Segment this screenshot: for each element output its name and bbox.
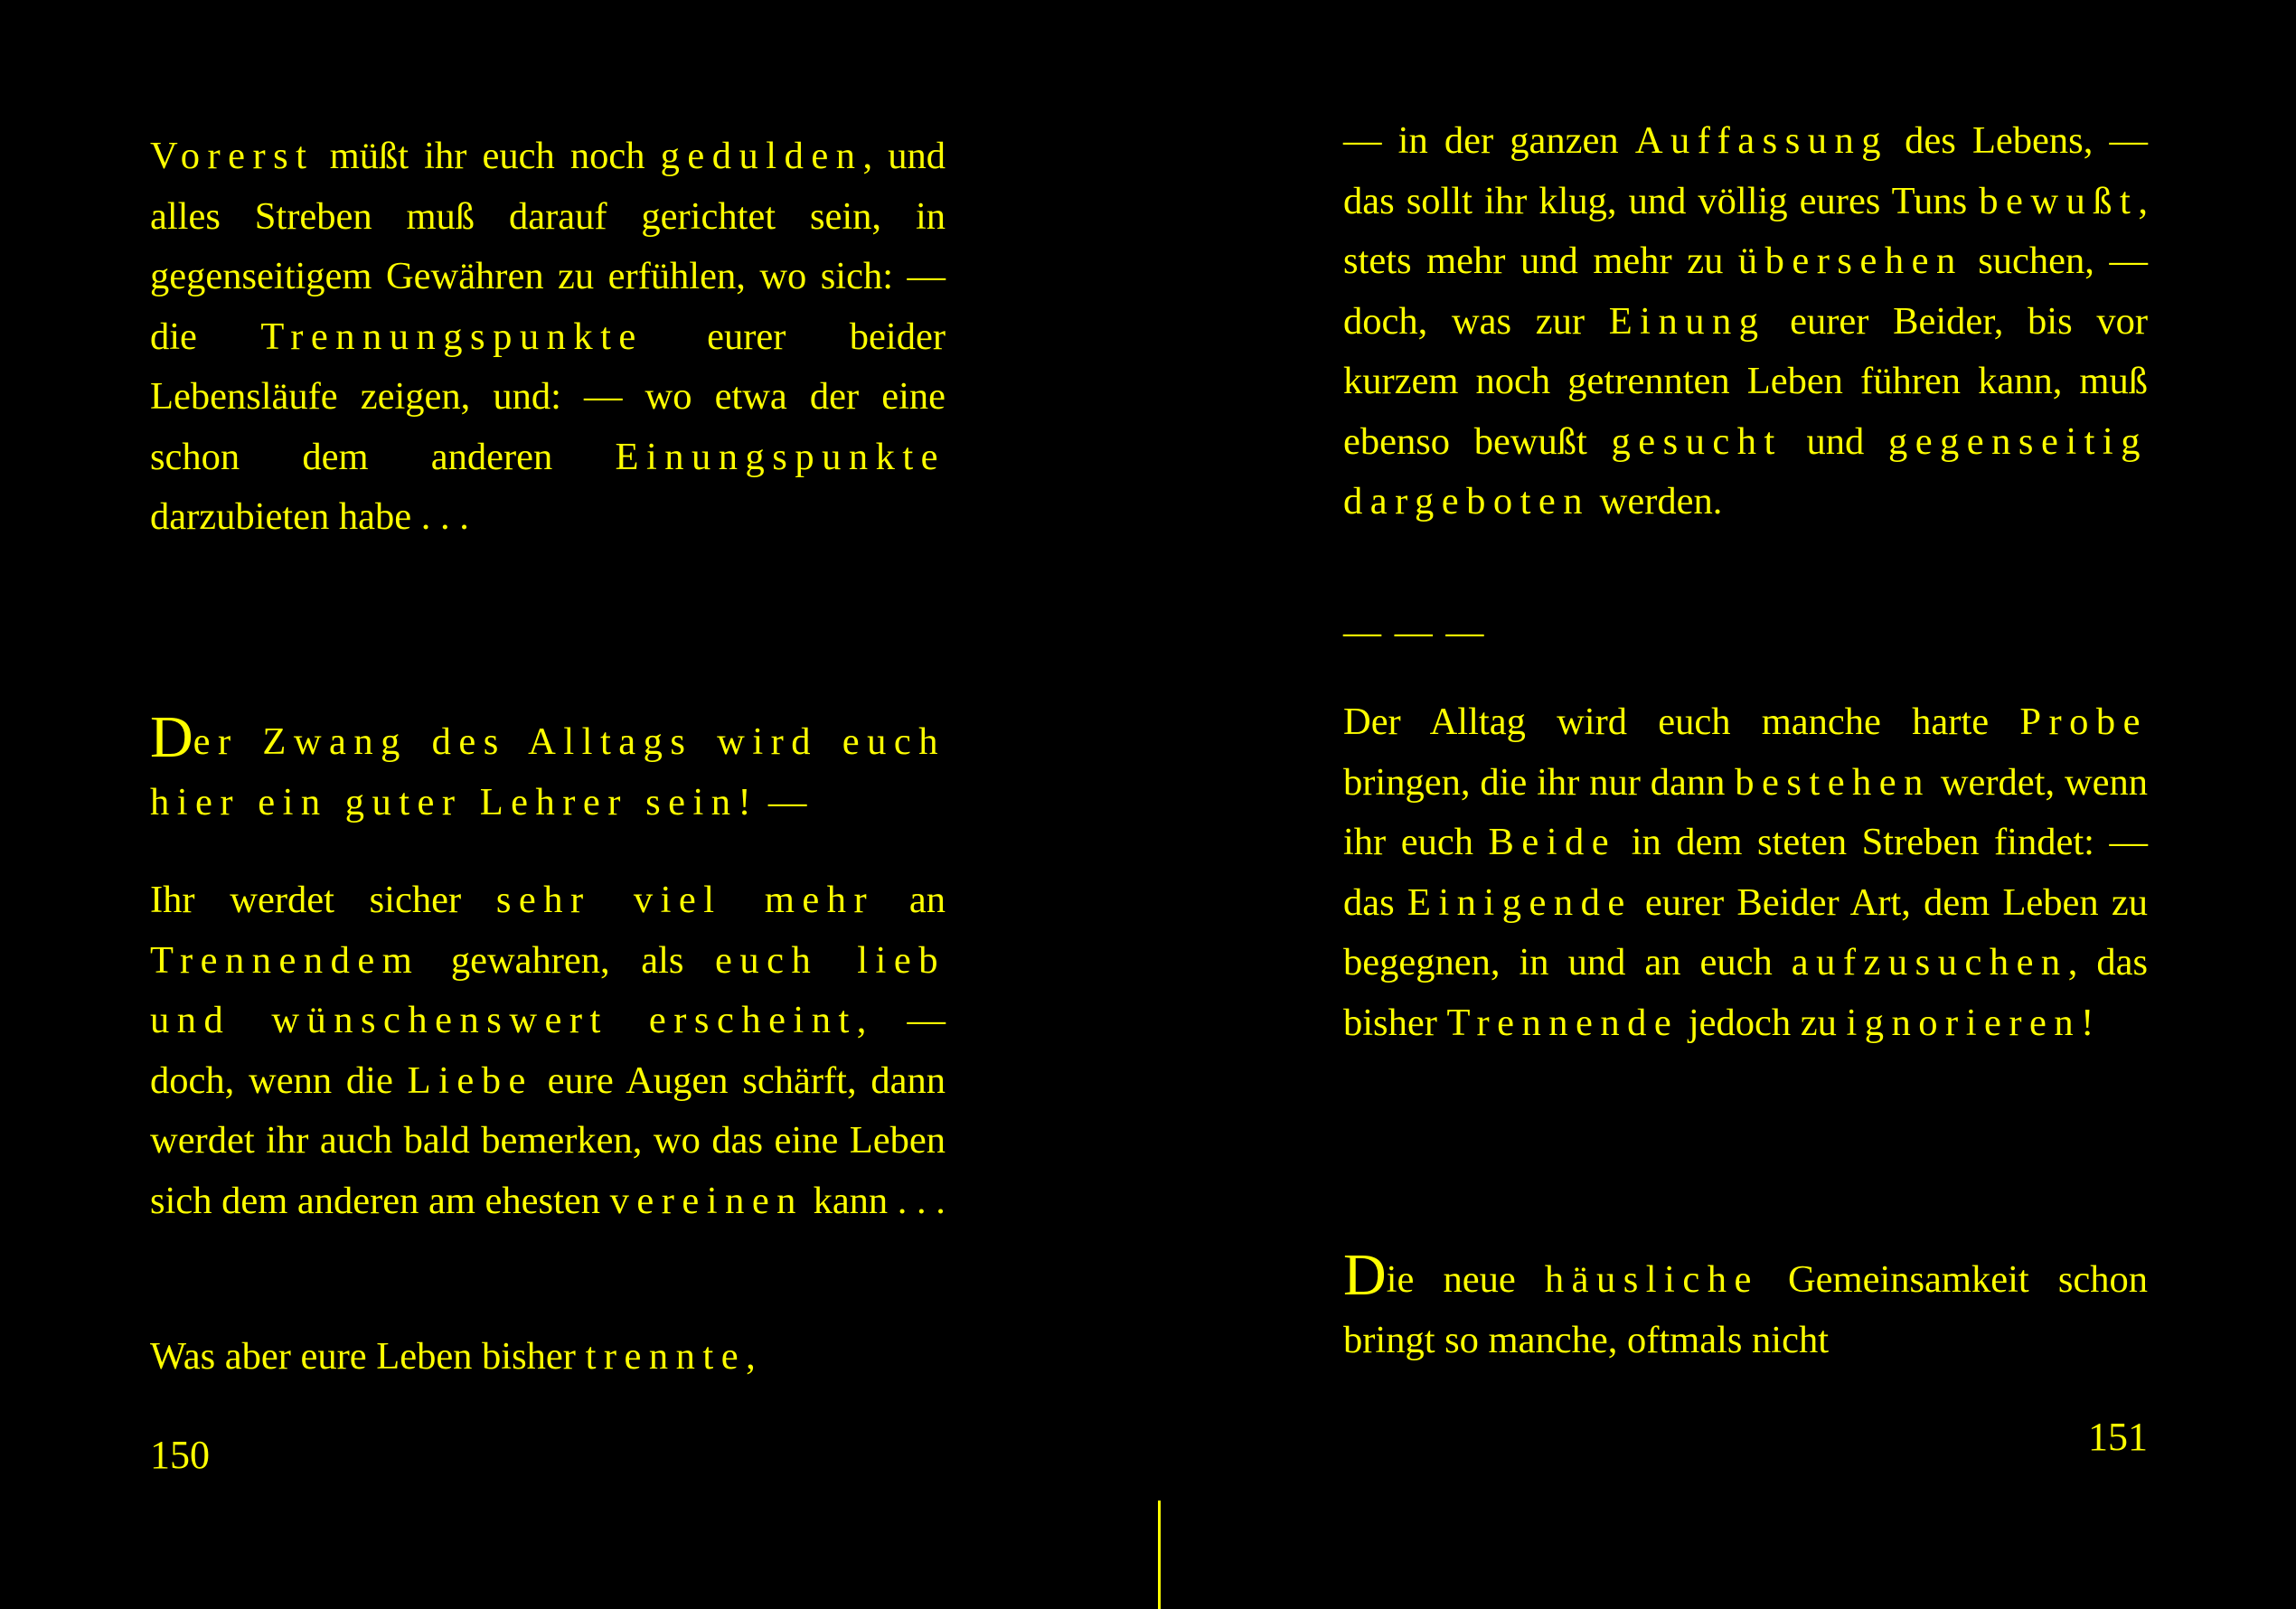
- text-run: — doch, wenn die: [150, 999, 946, 1102]
- page-number: 150: [150, 1433, 210, 1477]
- spaced-word: Trennendem: [150, 938, 420, 982]
- text-run: Was aber eure Leben bisher: [150, 1335, 586, 1378]
- text-run: eurer Beider, bis vor kurzem noch getrennten Leben führen kann, muß ebenso bewußt: [1343, 299, 2148, 463]
- spaced-word: gegenseitig dargeboten: [1343, 419, 2148, 522]
- right-page: [1343, 0, 2148, 1609]
- spaced-word: Einung: [1608, 299, 1766, 343]
- spaced-word: vereinen: [609, 1179, 804, 1222]
- text-run: werden.: [1590, 480, 1723, 522]
- text-run: kann . . .: [803, 1179, 946, 1222]
- spaced-word: aufzusuchen: [1791, 941, 2068, 983]
- text-run: , das bisher: [1343, 941, 2148, 1044]
- text-run: eurer beider Lebensläufe zeigen, und: — wo etwa der eine schon dem anderen: [150, 315, 946, 478]
- text-run: Gemeinsamkeit schon bringt so manche, oftmals nicht: [1343, 1258, 2148, 1361]
- spaced-word: Trennende: [1446, 1001, 1680, 1044]
- text-run: —: [758, 780, 807, 823]
- spaced-word: Einungspunkte: [615, 435, 946, 478]
- right-paragraph-3: [1343, 1242, 2148, 1370]
- spaced-word: sehr viel mehr: [495, 879, 875, 921]
- gutter-line: [1158, 1501, 1161, 1609]
- left-paragraph-1: [150, 127, 946, 548]
- spaced-word: Auffassung: [1634, 119, 1888, 162]
- text-run: jedoch zu: [1679, 1001, 1847, 1044]
- spaced-word: euch lieb und wünschenswert erscheint,: [150, 938, 946, 1041]
- spaced-word: ignorieren!: [1846, 1001, 2102, 1044]
- left-paragraph-3: [150, 870, 946, 1231]
- text-run: müßt ihr euch noch: [314, 135, 661, 177]
- left-page: [150, 0, 946, 1609]
- spaced-word: Trennungspunkte: [260, 315, 644, 358]
- spaced-word: Vorerst: [150, 135, 315, 177]
- text-run: ie neue: [1386, 1258, 1545, 1301]
- text-run: eurer Beider Art, dem Leben zu begegnen, in und an euch: [1343, 880, 2148, 983]
- right-paragraph-2: [1343, 692, 2148, 1053]
- text-run: , und alles Streben muß darauf gerichtet sein, in gegenseitigem Gewähren zu erfühlen, wo sich: — die: [150, 135, 946, 358]
- text-run: bringen, die ihr nur dann: [1343, 760, 1736, 804]
- text-run: Ihr werdet sicher: [150, 879, 496, 921]
- drop-initial: D: [1343, 1242, 1387, 1308]
- spaced-sentence: er Zwang des Alltags wird euch hier ein guter Lehrer sein!: [150, 720, 946, 823]
- text-run: Der Alltag wird euch manche harte: [1343, 701, 2020, 743]
- text-run: und: [1782, 419, 1888, 463]
- spaced-word: übersehen: [1737, 240, 1963, 282]
- spaced-word: Beide: [1488, 821, 1617, 863]
- text-run: , stets mehr und mehr zu: [1343, 179, 2148, 282]
- text-run: suchen, — doch, was zur: [1343, 240, 2148, 343]
- text-run: — in der ganzen: [1343, 119, 1635, 162]
- text-run: des Lebens, — das sollt ihr klug, und völlig eures Tuns: [1343, 119, 2148, 222]
- text-run: eure Augen schärft, dann werdet ihr auch bald bemerken, wo das eine Leben sich dem anderen am ehesten: [150, 1059, 946, 1222]
- text-run: in dem steten Streben findet: — das: [1343, 821, 2148, 924]
- spaced-word: gedulden: [660, 135, 863, 177]
- text-run: an: [874, 879, 946, 921]
- drop-initial: D: [150, 704, 193, 770]
- spaced-word: Einigende: [1407, 880, 1633, 924]
- spaced-word: gesucht: [1611, 419, 1783, 463]
- text-run: ,: [746, 1335, 756, 1378]
- spaced-word: trennte: [585, 1335, 747, 1378]
- spaced-word: Liebe: [407, 1059, 533, 1102]
- text-run: werdet, wenn ihr euch: [1343, 760, 2148, 863]
- text-run: gewahren, als: [419, 938, 715, 982]
- left-paragraph-4: [150, 1327, 946, 1388]
- text-run: darzubieten habe . . .: [150, 495, 469, 538]
- left-paragraph-2: [150, 704, 946, 833]
- spaced-word: häusliche: [1544, 1258, 1759, 1301]
- spaced-word: bestehen: [1735, 760, 1931, 804]
- page-number: 151: [2088, 1415, 2148, 1459]
- section-divider: — — —: [1343, 612, 1486, 654]
- spaced-word: bewußt: [1979, 179, 2139, 222]
- right-paragraph-1: [1343, 111, 2148, 532]
- spaced-word: Probe: [2019, 701, 2148, 743]
